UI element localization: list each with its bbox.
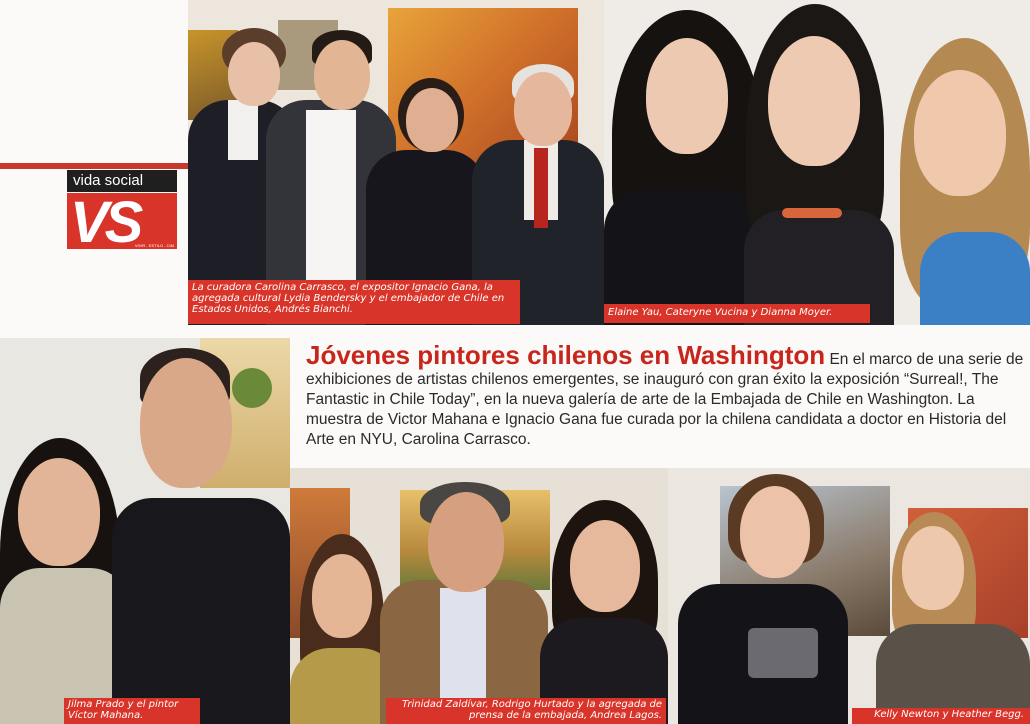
photo-bottom-middle	[290, 468, 668, 724]
photo-top-right	[604, 0, 1030, 325]
article	[306, 340, 1028, 458]
caption-top-right: Elaine Yau, Cateryne Vucina y Dianna Moyer.	[604, 304, 870, 323]
section-rule-left	[0, 163, 190, 169]
section-logo-fine-print: VIVIR - ESTILO - CIM	[134, 243, 174, 248]
photo-top-left	[188, 0, 604, 325]
section-logo-text: VS	[70, 190, 140, 255]
article-body: En el marco de una serie de exhibiciones de artistas chilenos emergentes, se inauguró con gran éxito la exposición “Surreal!, The Fantastic in Chile Today”, en la nueva galería de arte de la Embajada de Chile en Washington. La muestra de Victor Mahana e Ignacio Gana fue curada por la chilena candidata a doctor en Historia del Arte en NYU, Carolina Carrasco.	[306, 351, 1024, 448]
caption-top-left: La curadora Carolina Carrasco, el expositor Ignacio Gana, la agregada cultural Lydia Bendersky y el embajador de Chile en Estados Unidos, Andrés Bianchi.	[188, 280, 520, 324]
caption-bottom-middle: Trinidad Zaldívar, Rodrigo Hurtado y la agregada de prensa de la embajada, Andrea Lagos.	[386, 698, 666, 724]
caption-bottom-left: Jilma Prado y el pintor Víctor Mahana.	[64, 698, 200, 724]
section-label: vida social	[67, 170, 177, 192]
section-mark	[67, 170, 179, 255]
caption-bottom-right: Kelly Newton y Heather Begg.	[852, 708, 1030, 724]
photo-bottom-right	[668, 468, 1030, 724]
article-paragraph	[306, 340, 1028, 450]
article-title: Jóvenes pintores chilenos en Washington	[306, 340, 826, 370]
photo-bottom-left	[0, 338, 290, 724]
section-logo	[67, 190, 177, 255]
